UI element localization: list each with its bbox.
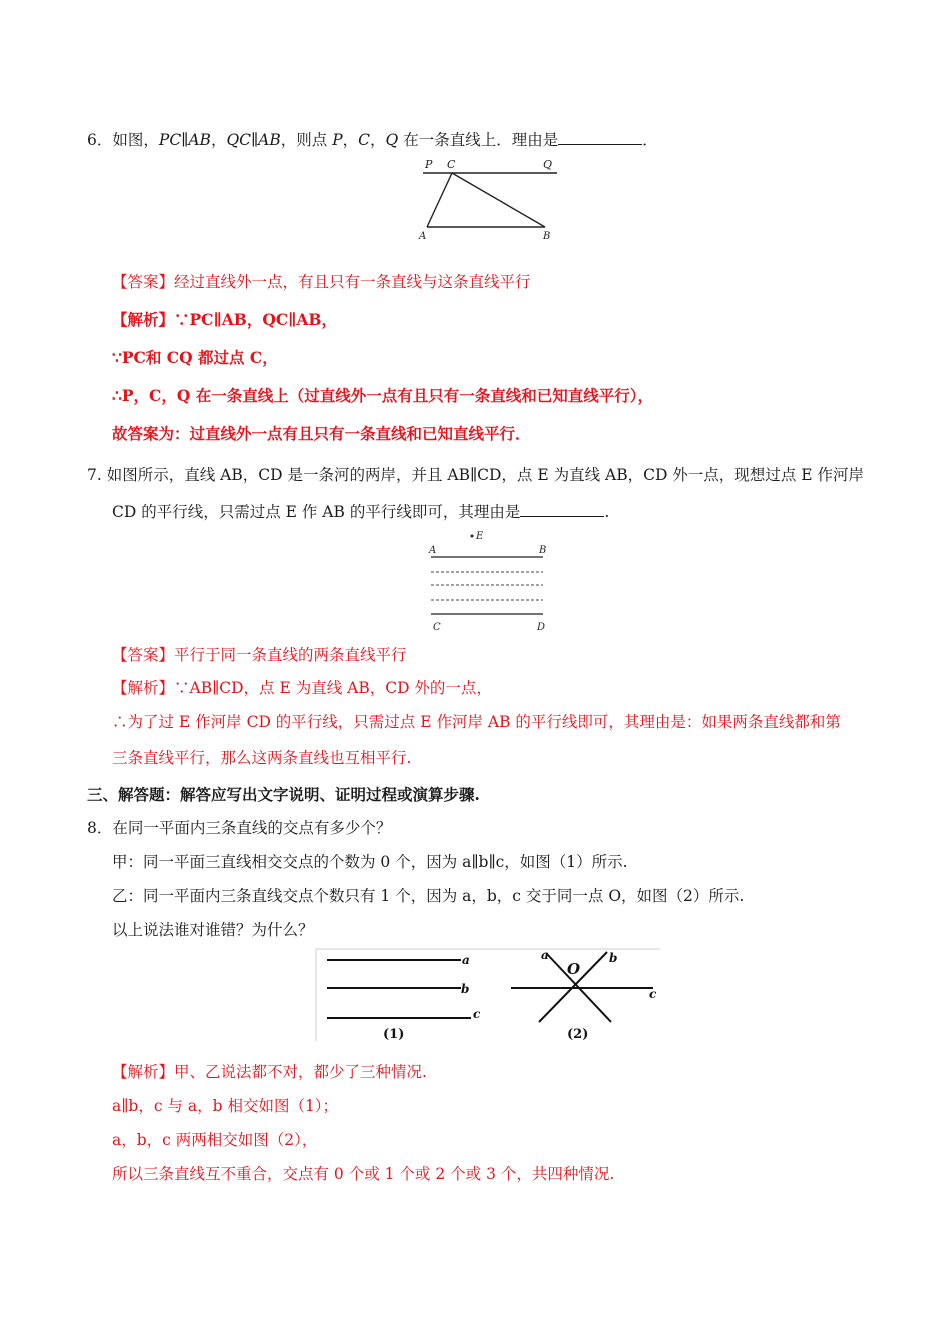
label-d: D — [537, 622, 546, 633]
label-a: a — [462, 953, 470, 967]
q8-figure — [315, 948, 661, 1042]
q6-answer: 【答案】经过直线外一点，有且只有一条直线与这条直线平行 — [112, 273, 531, 291]
q7-question-line2: CD 的平行线，只需过点 E 作 AB 的平行线即可，其理由是 . — [112, 503, 610, 521]
q8-ask: 以上说法谁对谁错？为什么？ — [112, 921, 314, 939]
answer-blank — [520, 502, 604, 517]
q8-analysis-4: 所以三条直线互不重合，交点有 0 个或 1 个或 2 个或 3 个，共四种情况. — [112, 1165, 615, 1183]
q7-answer: 【答案】平行于同一条直线的两条直线平行 — [112, 646, 407, 664]
q7-question-line1: 7. 如图所示，直线 AB，CD 是一条河的两岸，并且 AB∥CD，点 E 为直线 AB，CD 外一点，现想过点 E 作河岸 — [87, 466, 864, 484]
label-c: C — [447, 158, 456, 171]
q7-river-figure — [425, 528, 555, 634]
segment-ca — [427, 173, 452, 227]
fig1-caption: (1) — [383, 1027, 405, 1042]
q8-yi: 乙：同一平面内三条直线交点个数只有 1 个，因为 a，b，c 交于同一点 O，如图（2）所示. — [112, 887, 745, 905]
q8-analysis-2: a∥b，c 与 a，b 相交如图（1）； — [112, 1097, 339, 1115]
q6-question: 6．如图，PC∥AB，QC∥AB，则点 P，C，Q 在一条直线上．理由是 ． — [87, 131, 658, 149]
label-c: C — [433, 622, 441, 633]
label-b: B — [543, 231, 551, 242]
section-heading: 三、解答题：解答应写出文字说明、证明过程或演算步骤. — [87, 785, 480, 804]
point-e — [471, 535, 474, 538]
q8-question: 8．在同一平面内三条直线的交点有多少个？ — [87, 819, 392, 837]
answer-blank — [558, 130, 642, 145]
q7-analysis-3: 三条直线平行，那么这两条直线也互相平行. — [112, 749, 412, 767]
q6-analysis-4: 故答案为：过直线外一点有且只有一条直线和已知直线平行． — [112, 424, 531, 443]
q8-number: 8． — [87, 819, 113, 837]
label-o: O — [567, 960, 581, 978]
label-e: E — [476, 531, 484, 542]
q6-analysis-3: ∴P，C，Q 在一条直线上（过直线外一点有且只有一条直线和已知直线平行）， — [112, 386, 654, 405]
q6-analysis-1: 【解析】∵PC∥AB，QC∥AB， — [112, 310, 337, 329]
q7-analysis-2: ∴为了过 E 作河岸 CD 的平行线，只需过点 E 作河岸 AB 的平行线即可，其理由是：如果两条直线都和第 — [112, 713, 841, 731]
q8-analysis-3: a，b，c 两两相交如图（2）， — [112, 1131, 318, 1149]
segment-cb — [452, 173, 545, 227]
q6-triangle-figure — [415, 155, 560, 245]
label-b: b — [461, 982, 470, 996]
q7-analysis-1: 【解析】∵AB∥CD，点 E 为直线 AB，CD 外的一点， — [112, 679, 492, 697]
q8-jia: 甲：同一平面三直线相交交点的个数为 0 个，因为 a∥b∥c，如图（1）所示. — [112, 853, 628, 871]
label-b: B — [539, 545, 547, 556]
label-q: Q — [543, 158, 553, 171]
q6-number: 6． — [87, 131, 113, 149]
label-a: a — [541, 948, 549, 962]
q6-analysis-2: ∵PC和 CQ 都过点 C， — [112, 348, 278, 367]
q8-analysis-1: 【解析】甲、乙说法都不对，都少了三种情况. — [112, 1063, 427, 1081]
label-b: b — [609, 951, 618, 965]
label-a: A — [419, 231, 427, 242]
fig2-caption: (2) — [567, 1027, 589, 1042]
label-c: c — [649, 987, 657, 1001]
label-c: c — [473, 1007, 481, 1021]
q7-number: 7. — [87, 466, 102, 484]
label-a: A — [429, 545, 437, 556]
label-p: P — [425, 158, 433, 171]
